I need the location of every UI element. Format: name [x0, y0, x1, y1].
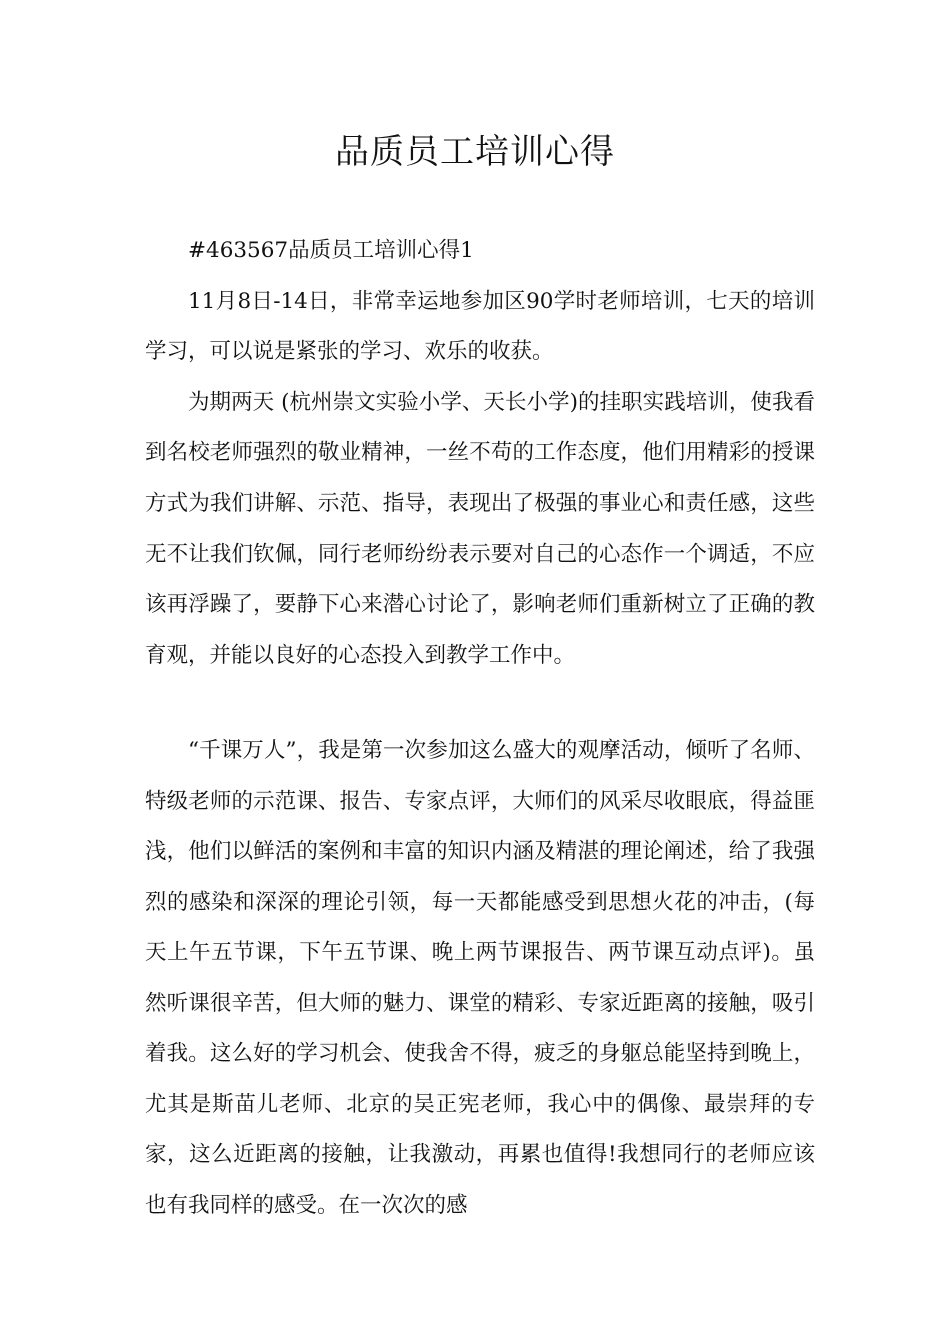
document-body-top: [145, 226, 815, 681]
document-body-bottom: [145, 726, 815, 1231]
paragraph-practice: 为期两天 (杭州崇文实验小学、天长小学)的挂职实践培训，使我看到名校老师强烈的敬业精神，一丝不苟的工作态度，他们用精彩的授课方式为我们讲解、示范、指导，表现出了极强的事业心和责任感，这些无不让我们钦佩，同行老师纷纷表示要对自己的心态作一个调适，不应该再浮躁了，要静下心来潜心讨论了，影响老师们重新树立了正确的教育观，并能以良好的心态投入到教学工作中。: [145, 389, 815, 668]
document-title: 品质员工培训心得: [335, 132, 615, 172]
paragraph-heading: #463567品质员工培训心得1: [188, 238, 474, 263]
paragraph-observation: “千课万人”，我是第一次参加这么盛大的观摩活动，倾听了名师、特级老师的示范课、报告、专家点评，大师们的风采尽收眼底，得益匪浅，他们以鲜活的案例和丰富的知识内涵及精湛的理论阐述，给了我强烈的感染和深深的理论引领，每一天都能感受到思想火花的冲击，(每天上午五节课，下午五节课、晚上两节课报告、两节课互动点评)。虽然听课很辛苦，但大师的魅力、课堂的精彩、专家近距离的接触，吸引着我。这么好的学习机会、使我舍不得，疲乏的身躯总能坚持到晚上，尤其是斯苗儿老师、北京的吴正宪老师，我心中的偶像、最崇拜的专家，这么近距离的接触，让我激动，再累也值得!我想同行的老师应该也有我同样的感受。在一次次的感: [145, 738, 815, 1218]
paragraph-intro: 11月8日-14日，非常幸运地参加区90学时老师培训，七天的培训学习，可以说是紧张的学习、欢乐的收获。: [145, 288, 815, 365]
